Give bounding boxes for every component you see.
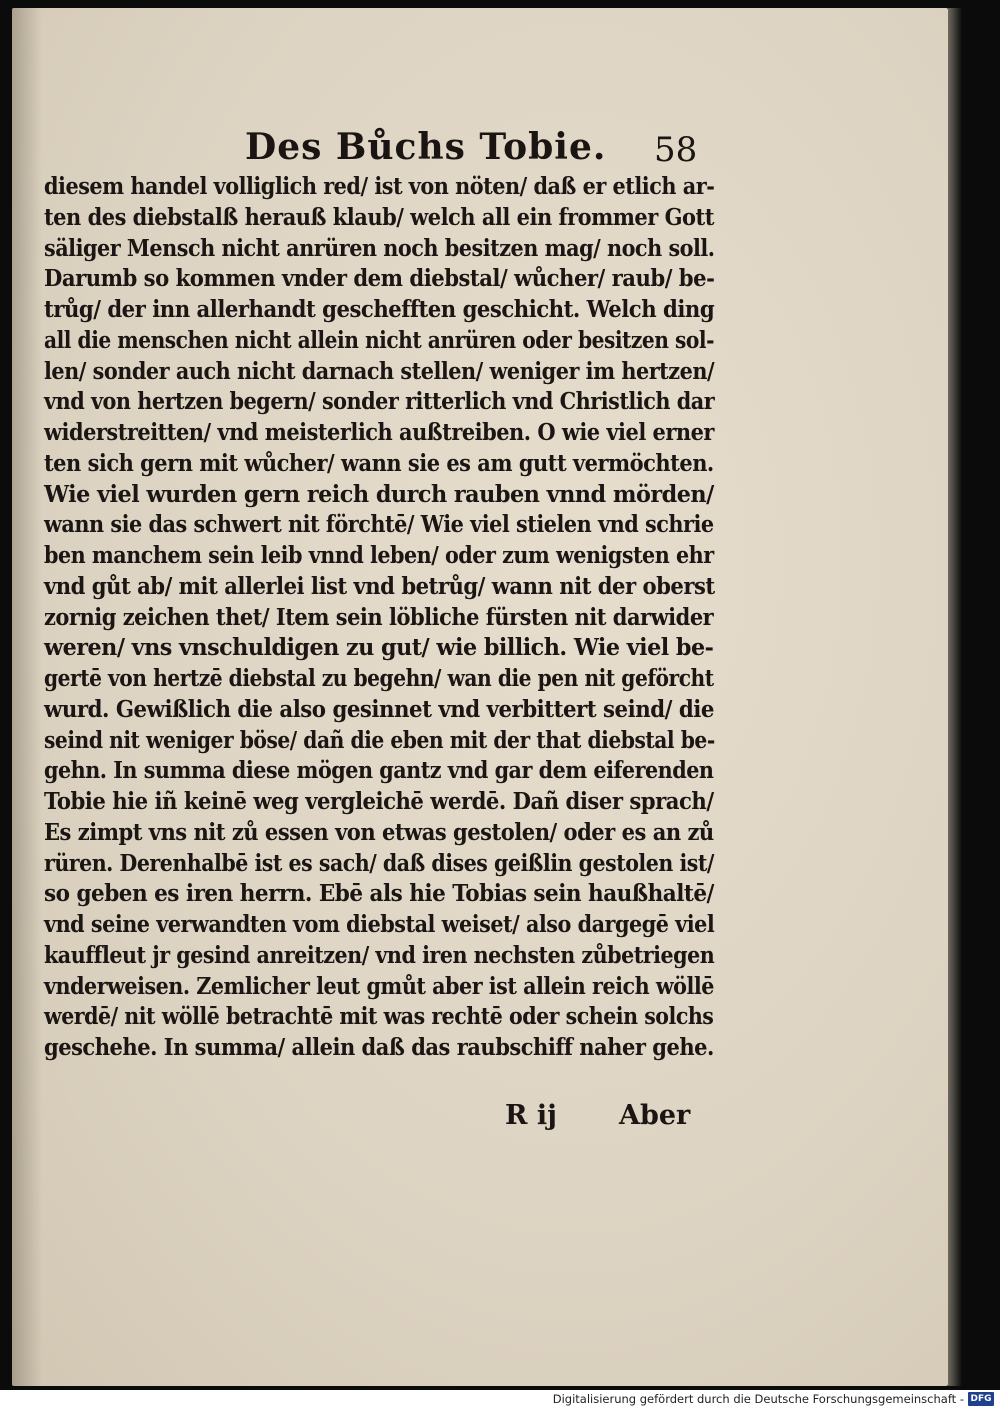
text-line: werdē/ nit wöllē betrachtē mit was rechtē oder schein solchs [44, 1003, 714, 1031]
text-line: weren/ vns vnschuldigen zu gut/ wie billich. Wie viel be- [44, 634, 714, 662]
text-line: Wie viel wurden gern reich durch rauben vnnd mörden/ [44, 480, 714, 508]
text-line: gertē von hertzē diebstal zu begehn/ wan die pen nit geförcht [44, 665, 714, 692]
text-line: ben manchem sein leib vnnd leben/ oder zum wenigsten ehr [44, 542, 714, 569]
text-line: vnd seine verwandten vom diebstal weiset/ also dargegē viel [44, 911, 715, 938]
text-line: widerstreitten/ vnd meisterlich außtreiben. O wie viel erner [44, 419, 714, 446]
text-line: Es zimpt vns nit zů essen von etwas gestolen/ oder es an zů [44, 818, 714, 846]
text-line: vnderweisen. Zemlicher leut gmůt aber ist allein reich wöllē [44, 972, 714, 1000]
text-line: len/ sonder auch nicht darnach stellen/ weniger im hertzen/ [44, 357, 715, 385]
text-line: wurd. Gewißlich die also gesinnet vnd verbittert seind/ die [44, 695, 714, 723]
text-line: säliger Mensch nicht anrüren noch besitzen mag/ noch soll. [44, 234, 715, 262]
page-edge [948, 8, 962, 1386]
page-number: 58 [654, 130, 698, 170]
text-line: so geben es iren herrn. Ebē als hie Tobias sein haußhaltē/ [44, 880, 714, 908]
text-line: wann sie das schwert nit förchtē/ Wie viel stielen vnd schrie [44, 511, 714, 539]
text-line: zornig zeichen thet/ Item sein löbliche fürsten nit darwider [44, 603, 714, 631]
footer-bar [0, 1390, 1000, 1410]
text-line: Tobie hie iñ keinē weg vergleichē werdē. Dañ diser sprach/ [44, 788, 714, 815]
text-line: kauffleut jr gesind anreitzen/ vnd iren nechsten zůbetriegen [44, 941, 715, 969]
text-line: Darumb so kommen vnder dem diebstal/ wůcher/ raub/ be- [44, 265, 715, 293]
text-block [44, 172, 714, 1064]
funding-notice: Digitalisierung gefördert durch die Deutsche Forschungsgemeinschaft - [552, 1392, 964, 1406]
text-line: geschehe. In summa/ allein daß das raubschiff naher gehe. [44, 1034, 714, 1061]
text-line: vnd gůt ab/ mit allerlei list vnd betrůg/ wann nit der oberst [44, 572, 715, 600]
signature-mark: R ij [505, 1100, 557, 1131]
running-head: Des Bůchs Tobie. [245, 126, 607, 168]
text-line: vnd von hertzen begern/ sonder ritterlich vnd Christlich dar [44, 388, 715, 416]
catchword: Aber [619, 1100, 691, 1131]
text-line: gehn. In summa diese mögen gantz vnd gar dem eiferenden [44, 757, 714, 785]
text-line: trůg/ der inn allerhandt geschefften geschicht. Welch ding [44, 296, 715, 323]
gutter-shadow [12, 8, 42, 1386]
text-line: ten des diebstalß herauß klaub/ welch all ein frommer Gott [44, 203, 714, 231]
text-line: seind nit weniger böse/ dañ die eben mit der that diebstal be- [44, 726, 715, 754]
dfg-logo: DFG [968, 1392, 994, 1406]
text-line: all die menschen nicht allein nicht anrüren oder besitzen sol- [44, 326, 715, 354]
text-line: diesem handel volliglich red/ ist von nöten/ daß er etlich ar- [44, 173, 715, 200]
text-line: ten sich gern mit wůcher/ wann sie es am gutt vermöchten. [44, 449, 714, 477]
text-line: rüren. Derenhalbē ist es sach/ daß dises geißlin gestolen ist/ [44, 849, 714, 877]
